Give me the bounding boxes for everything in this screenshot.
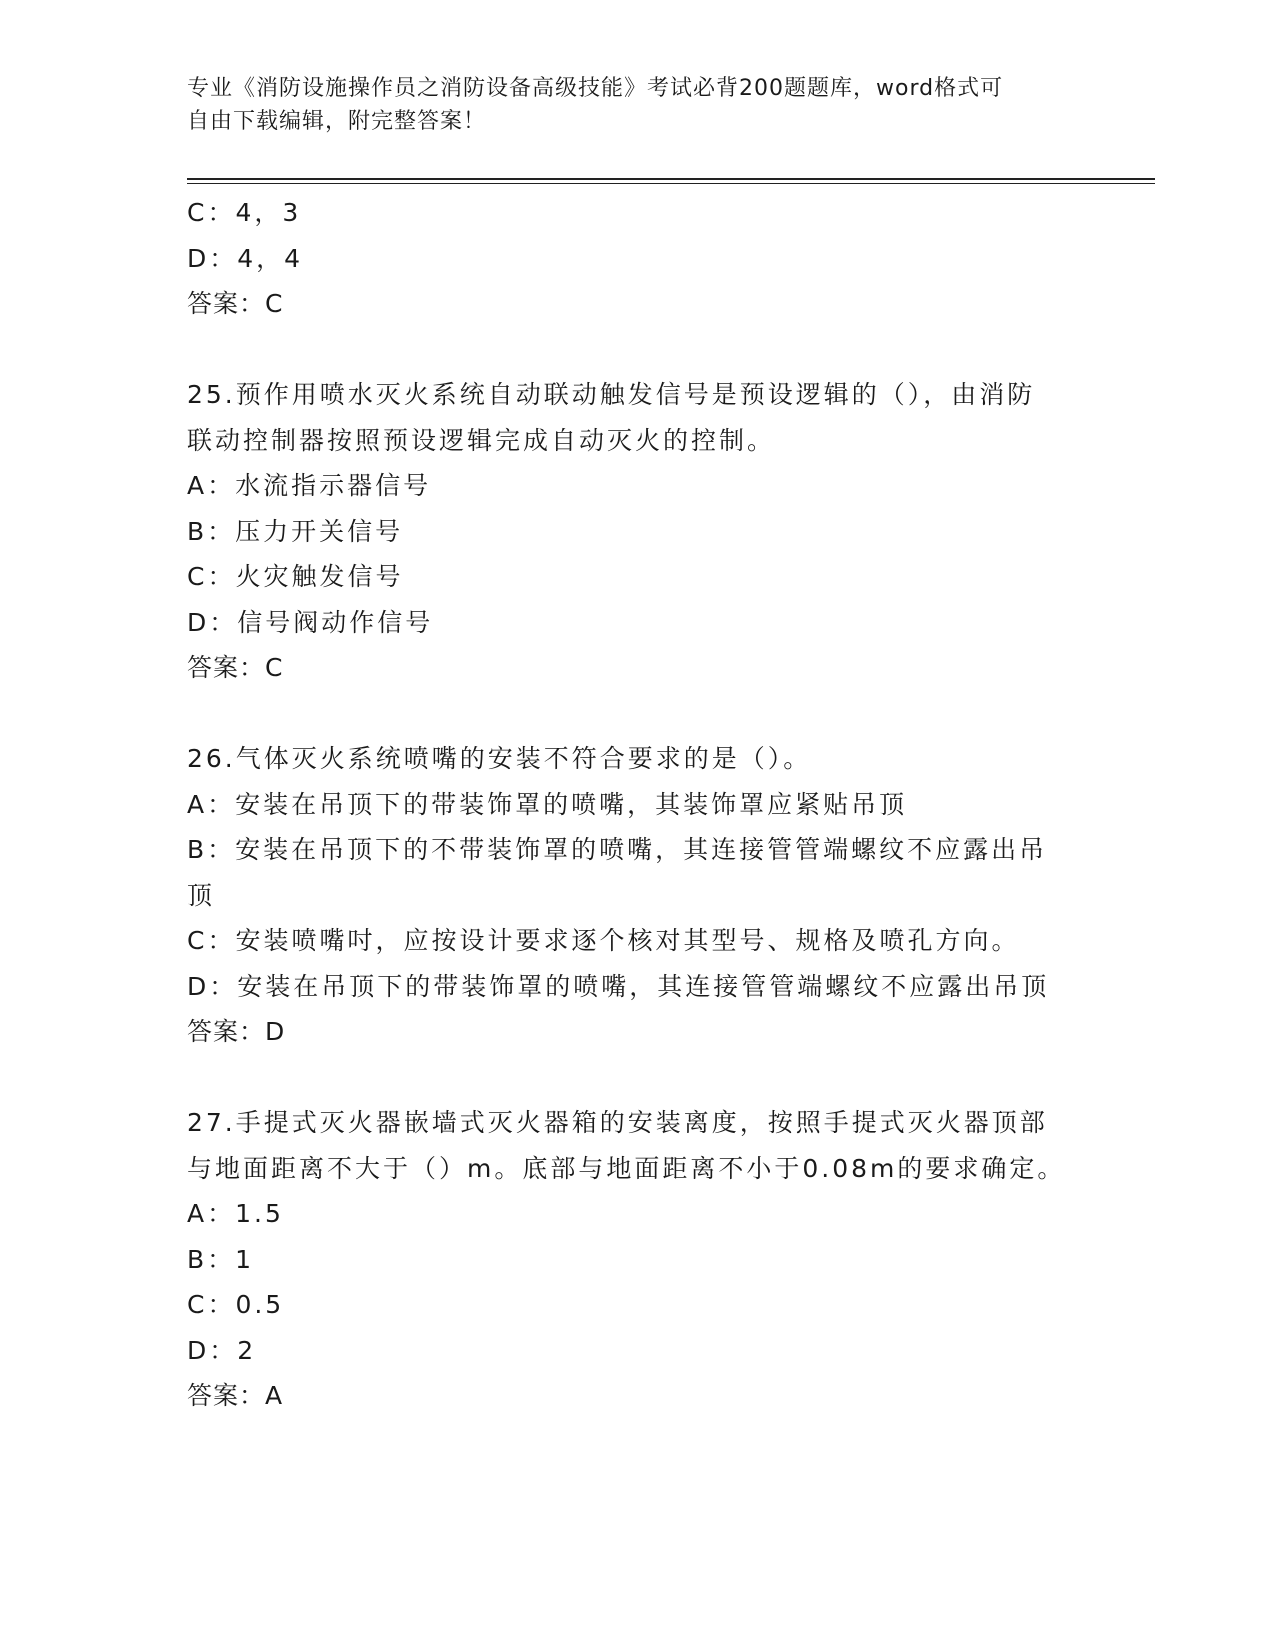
option-c: C：0.5 [187, 1290, 285, 1319]
spacer [187, 1055, 1087, 1101]
option-b-continued: 顶 [187, 880, 216, 910]
option-a: A：安装在吊顶下的带装饰罩的喷嘴，其装饰罩应紧贴吊顶 [187, 789, 908, 819]
question-content [187, 190, 1087, 1419]
question-stem: 25.预作用喷水灭火系统自动联动触发信号是预设逻辑的（），由消防 [187, 380, 1036, 409]
question-stem: 26.气体灭火系统喷嘴的安装不符合要求的是（）。 [187, 744, 812, 773]
answer-line: 答案：C [187, 653, 284, 682]
option-d: D：2 [187, 1335, 257, 1365]
header-line-2: 自由下载编辑，附完整答案！ [187, 109, 487, 134]
header-divider [187, 178, 1155, 180]
question-stem-continued: 与地面距离不大于（）m。底部与地面距离不小于0.08m的要求确定。 [187, 1153, 1066, 1183]
answer-line: 答案：A [187, 1381, 284, 1410]
question-25 [187, 372, 1087, 691]
question-27 [187, 1100, 1087, 1419]
option-a: A：水流指示器信号 [187, 471, 432, 500]
header-line-1: 专业《消防设施操作员之消防设备高级技能》考试必背200题题库，word格式可 [187, 76, 1004, 101]
option-d: D：4，4 [187, 243, 304, 273]
option-c: C：4，3 [187, 198, 302, 227]
option-d: D：信号阀动作信号 [187, 607, 434, 637]
header-divider-thin [187, 183, 1155, 184]
option-c: C：安装喷嘴吋，应按设计要求逐个核对其型号、规格及喷孔方向。 [187, 926, 1020, 955]
option-b: B：安装在吊顶下的不带装饰罩的喷嘴，其连接管管端螺纹不应露出吊 [187, 835, 1048, 864]
page-header [187, 72, 1087, 138]
spacer [187, 327, 1087, 373]
option-d: D：安装在吊顶下的带装饰罩的喷嘴，其连接管管端螺纹不应露出吊顶 [187, 971, 1050, 1001]
previous-question-tail [187, 190, 1087, 327]
answer-line: 答案：D [187, 1017, 286, 1046]
question-26 [187, 736, 1087, 1055]
option-b: B：压力开关信号 [187, 516, 404, 546]
option-c: C：火灾触发信号 [187, 562, 404, 591]
option-a: A：1.5 [187, 1199, 284, 1228]
answer-line: 答案：C [187, 289, 284, 318]
spacer [187, 691, 1087, 737]
option-b: B：1 [187, 1244, 255, 1274]
question-stem: 27.手提式灭火器嵌墙式灭火器箱的安装离度，按照手提式灭火器顶部 [187, 1108, 1048, 1137]
question-stem-continued: 联动控制器按照预设逻辑完成自动灭火的控制。 [187, 425, 776, 455]
